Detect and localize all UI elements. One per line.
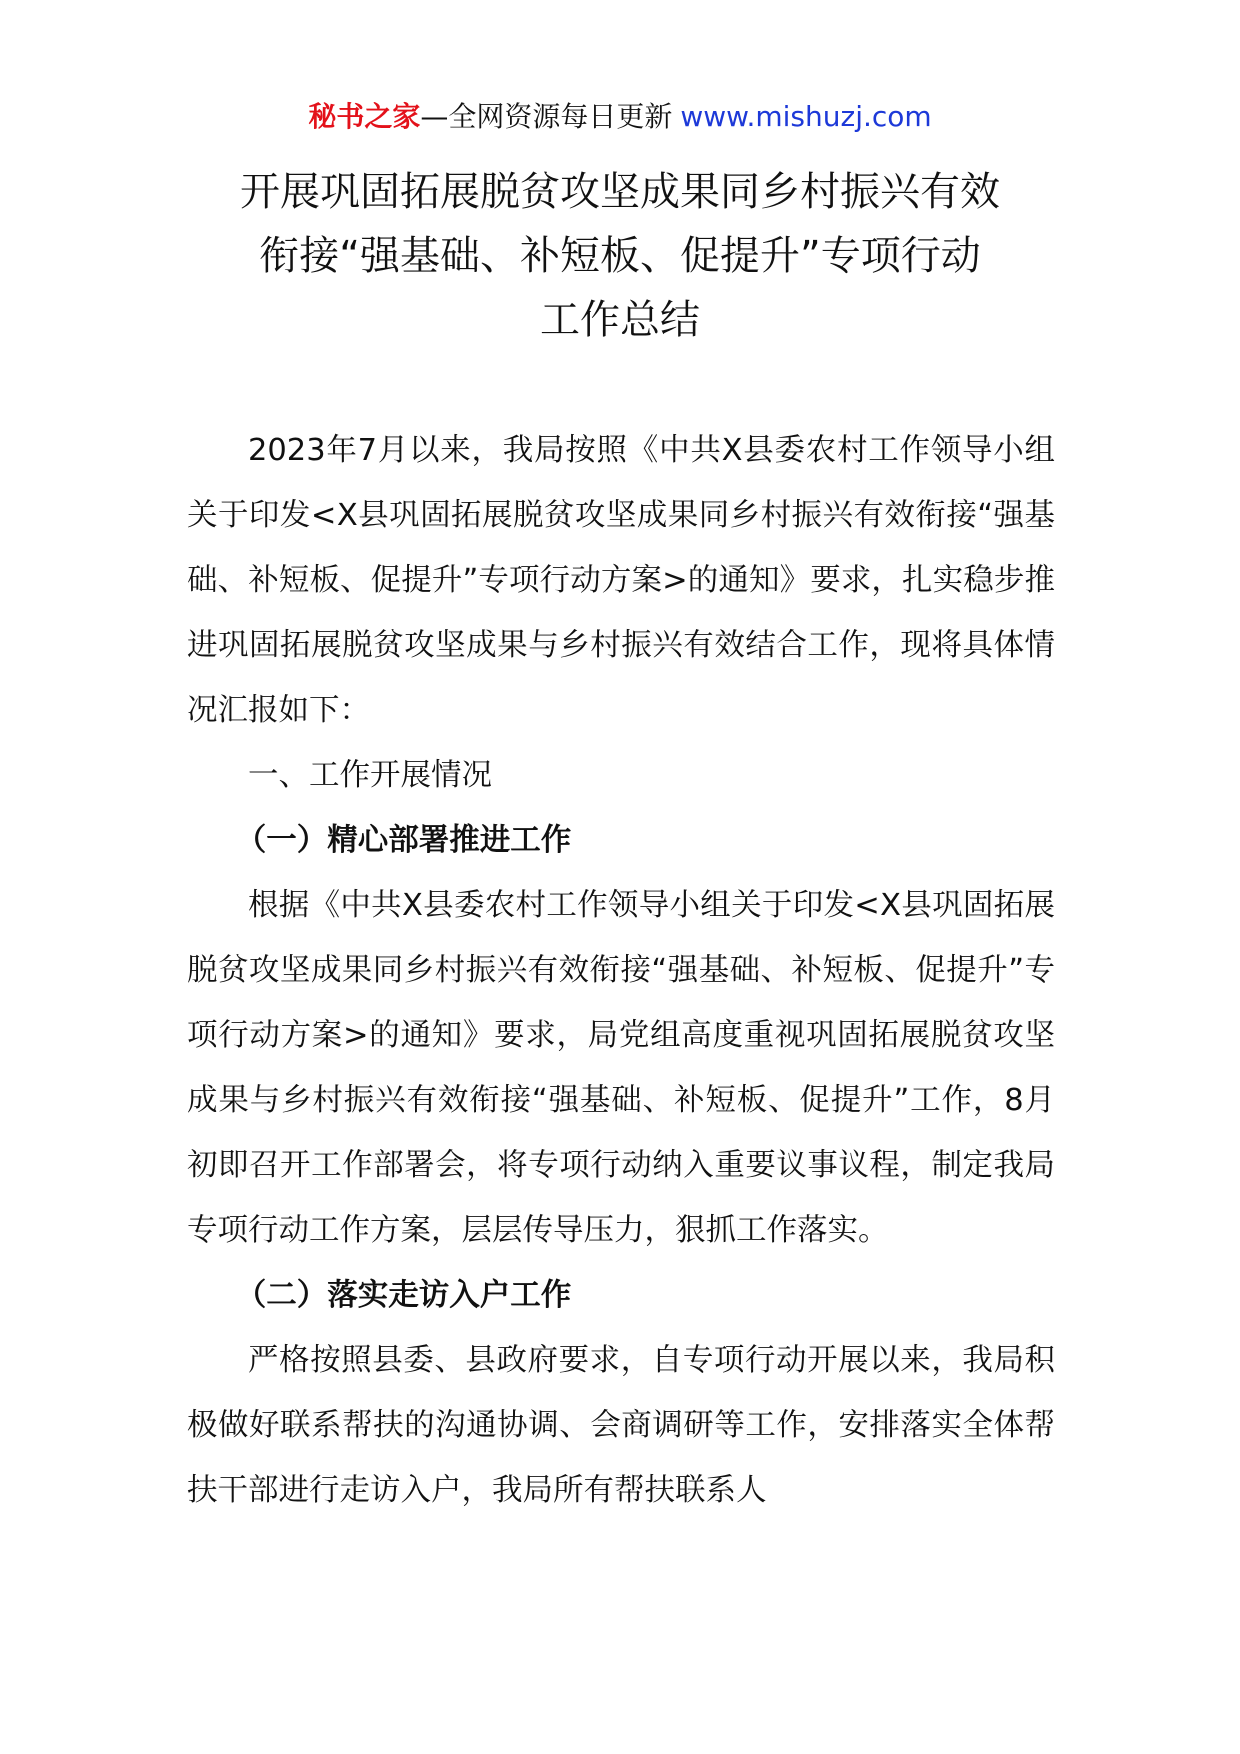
title-line-2: 衔接“强基础、补短板、促提升”专项行动 xyxy=(259,233,981,279)
site-header xyxy=(0,98,1240,136)
document-title xyxy=(170,160,1070,352)
section-heading-1: 一、工作开展情况 xyxy=(248,758,492,793)
title-line-3: 工作总结 xyxy=(540,297,700,343)
subsection-heading-1: （一）精心部署推进工作 xyxy=(235,823,572,858)
title-line-1: 开展巩固拓展脱贫攻坚成果同乡村振兴有效 xyxy=(240,169,1000,215)
header-url-link[interactable]: www.mishuzj.com xyxy=(680,100,932,133)
header-tagline: —全网资源每日更新 xyxy=(420,100,673,133)
document-body xyxy=(187,418,1055,1523)
brand-name: 秘书之家 xyxy=(308,100,421,133)
subsection-heading-2: （二）落实走访入户工作 xyxy=(235,1278,572,1313)
subsection-1-paragraph: 根据《中共Ⅹ县委农村工作领导小组关于印发<Ⅹ县巩固拓展脱贫攻坚成果同乡村振兴有效衔接“强基础、补短板、促提升”专项行动方案>的通知》要求，局党组高度重视巩固拓展脱贫攻坚成果与乡村振兴有效衔接“强基础、补短板、促提升”工作，8月初即召开工作部署会，将专项行动纳入重要议事议程，制定我局专项行动工作方案，层层传导压力，狠抓工作落实。 xyxy=(187,888,1055,1248)
subsection-2-paragraph: 严格按照县委、县政府要求，自专项行动开展以来，我局积极做好联系帮扶的沟通协调、会商调研等工作，安排落实全体帮扶干部进行走访入户，我局所有帮扶联系人 xyxy=(187,1343,1055,1508)
intro-paragraph: 2023年7月以来，我局按照《中共Ⅹ县委农村工作领导小组关于印发<Ⅹ县巩固拓展脱贫攻坚成果同乡村振兴有效衔接“强基础、补短板、促提升”专项行动方案>的通知》要求，扎实稳步推进巩固拓展脱贫攻坚成果与乡村振兴有效结合工作，现将具体情况汇报如下： xyxy=(187,433,1055,728)
